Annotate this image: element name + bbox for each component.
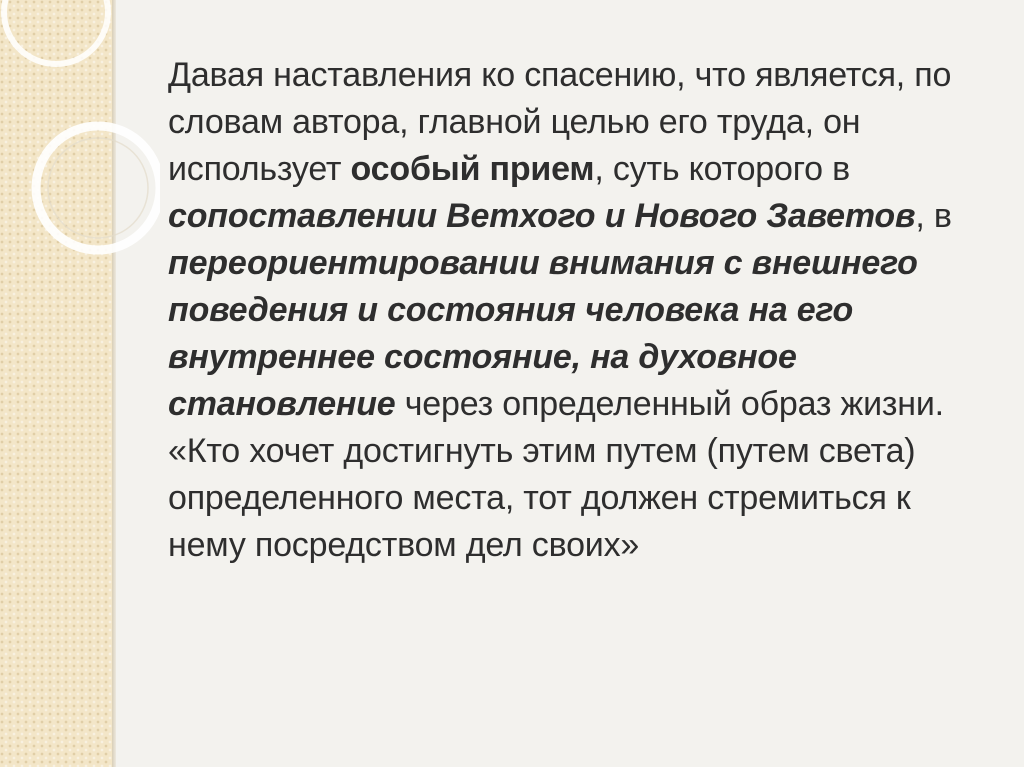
text-run-special-technique: особый прием: [350, 150, 595, 188]
text-run-intro: Давая наставления ко спасению, что является, по словам автора, главной целью его труда, он использует: [168, 56, 952, 188]
text-run-connector-2: , в: [915, 197, 952, 235]
text-run-reorientation: переориентировании внимания с внешнего поведения и состояния человека на его внутреннее состояние, на духовное становление: [168, 244, 918, 423]
text-run-testaments: сопоставлении Ветхого и Нового Заветов: [168, 197, 916, 235]
decorative-rings-icon: [0, 0, 160, 300]
text-run-quote: через определенный образ жизни. «Кто хочет достигнуть этим путем (путем света) определенного места, тот должен стремиться к нему посредством дел своих»: [168, 385, 944, 564]
text-run-connector-1: , суть которого в: [594, 150, 850, 188]
slide-body-text: [168, 52, 988, 569]
